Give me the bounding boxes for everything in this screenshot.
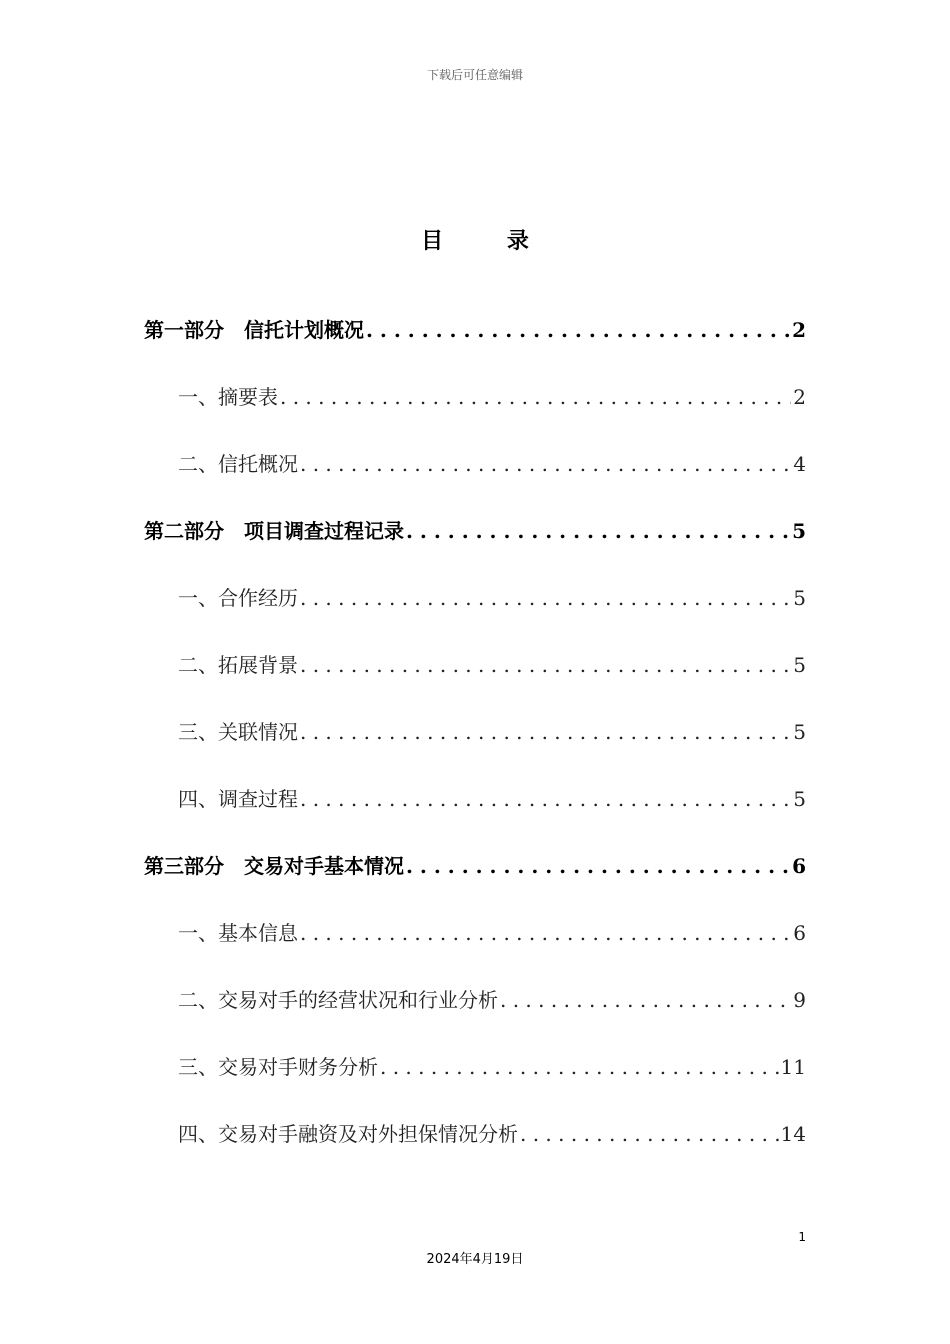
toc-leader-dots [300,915,791,951]
toc-title: 目 录 [421,228,557,254]
toc-leader-dots [300,647,791,683]
toc-entry-label: 二、交易对手的经营状况和行业分析 [178,988,498,1012]
footer-date: 2024年4月19日 [426,1252,524,1267]
toc-entry-page: 5 [792,519,806,543]
toc-entry-label: 三、交易对手财务分析 [178,1055,378,1079]
toc-leader-dots [280,379,791,415]
toc-entry-label: 四、交易对手融资及对外担保情况分析 [178,1122,518,1146]
toc-entry-financial-analysis[interactable] [144,1049,806,1085]
toc-entry-page: 5 [793,787,806,811]
toc-entry-page: 2 [792,318,806,342]
toc-entry-page: 14 [780,1122,806,1146]
toc-leader-dots [300,446,791,482]
toc-entry-page: 2 [793,385,806,409]
toc-entry-basic-info[interactable] [144,915,806,951]
toc-entry-label: 第一部分 信托计划概况 [144,318,364,342]
toc-entry-page: 6 [792,854,806,878]
toc-leader-dots [380,1049,779,1085]
toc-leader-dots [500,982,791,1018]
toc-entry-summary-table[interactable] [144,379,806,415]
toc-entry-label: 四、调查过程 [178,787,298,811]
toc-entry-part-3[interactable] [144,848,806,884]
toc-entry-page: 11 [780,1055,806,1079]
toc-entry-operations-industry[interactable] [144,982,806,1018]
toc-leader-dots [520,1116,779,1152]
toc-leader-dots [300,714,791,750]
toc-entry-page: 4 [793,452,806,476]
toc-entry-expansion-background[interactable] [144,647,806,683]
toc-entry-part-1[interactable] [144,312,806,348]
toc-entry-cooperation-history[interactable] [144,580,806,616]
toc-leader-dots [300,580,791,616]
toc-entry-page: 5 [793,720,806,744]
toc-entry-page: 5 [793,586,806,610]
toc-leader-dots [366,312,790,348]
toc-entry-label: 二、信托概况 [178,452,298,476]
toc-entry-investigation-process[interactable] [144,781,806,817]
toc-entry-label: 三、关联情况 [178,720,298,744]
toc-entry-related-party[interactable] [144,714,806,750]
toc-entry-label: 二、拓展背景 [178,653,298,677]
toc-leader-dots [406,513,790,549]
toc-entry-label: 一、摘要表 [178,385,278,409]
toc-entry-page: 9 [793,988,806,1012]
toc-entry-page: 5 [793,653,806,677]
toc-entry-part-2[interactable] [144,513,806,549]
toc-entry-page: 6 [793,921,806,945]
header-note: 下载后可任意编辑 [426,68,523,82]
toc-leader-dots [406,848,790,884]
page-number: 1 [798,1230,806,1244]
toc-entry-financing-guarantee[interactable] [144,1116,806,1152]
toc-entry-label: 一、基本信息 [178,921,298,945]
toc-entry-label: 第二部分 项目调查过程记录 [144,519,404,543]
toc-entry-label: 第三部分 交易对手基本情况 [144,854,404,878]
toc-leader-dots [300,781,791,817]
toc-entry-label: 一、合作经历 [178,586,298,610]
toc-entry-trust-overview[interactable] [144,446,806,482]
